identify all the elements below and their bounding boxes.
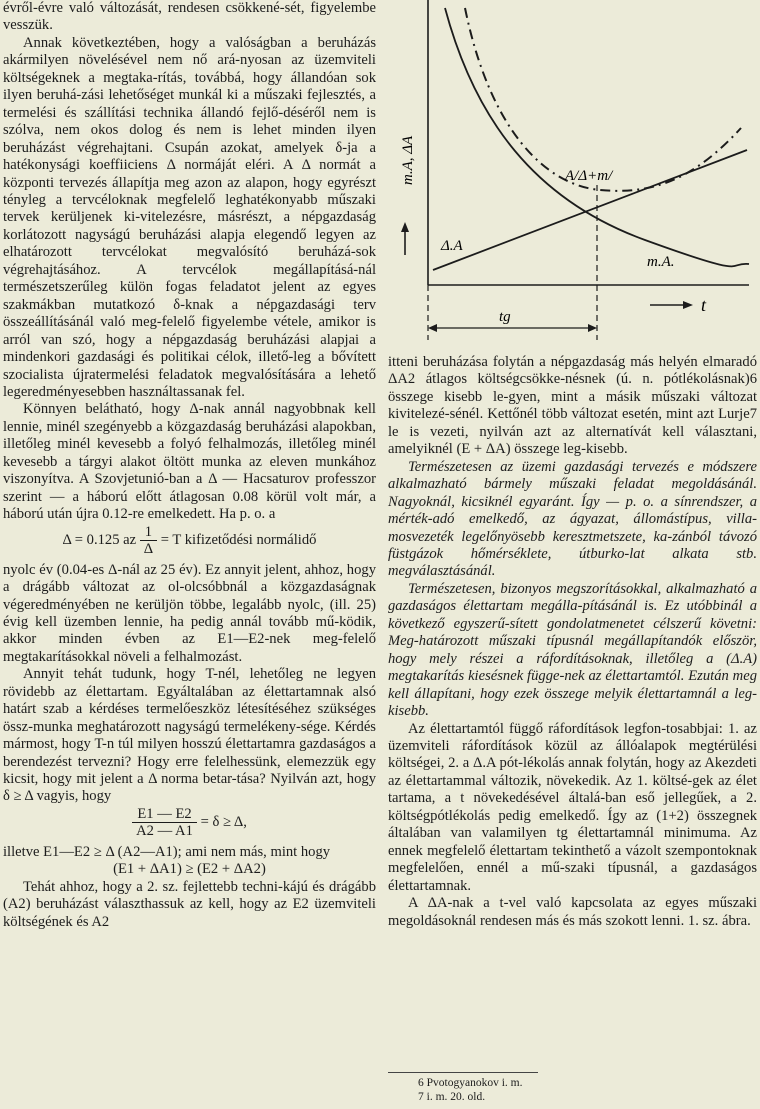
y-axis-label: m.A, ΔA	[400, 135, 416, 185]
formula-delta-T	[3, 524, 376, 562]
left-para-5: Annyit tehát tudunk, hogy T-nél, lehetőleg ne legyen rövidebb az élettartam. Egyáltalában az élettartamnak alsó határt szab a kérdéses termelőeszköz létesítéséhez szükséges össz-munka meghatározott nagyságú termelékeny-sége. Kérdés mármost, hogy T-n túl milyen hosszú élettartamra gazdaságos a berendezést tervezni? Hogy erre felelhessünk, elemezzük egy kicsit, hogy mit jelent a Δ norma betar-tása? Nyilván azt, hogy δ ≥ Δ vagyis, hogy	[3, 666, 376, 805]
formula-delta-T-den: Δ	[143, 540, 154, 557]
figure-1	[395, 0, 755, 340]
formula-delta-ratio-den: A2 — A1	[136, 822, 193, 839]
label-sum-curve: A/Δ+m/	[565, 168, 613, 184]
tg-span-head-left	[428, 324, 437, 332]
right-para-3: Az élettartamtól függő ráfordítások legfon-tosabbjai: 1. az üzemviteli ráfordítások közül az állóalapok megtérülési költségei, 2. a Δ.A pót-lékolás annak folytán, hogy az Akezdeti az élettartammal változik, növekedik. Az 1. költsé-gek az élet tartama, a t növekedésével általá-ban eső jellegűek, a 2. költségpótlékolás pedig emelkedő. Így az (1+2) összegnek általában van valamilyen tg élettartamnál minimuma. Az ennek megfelelő élettartam tekinthető a vázolt szempontoknak megfelelően, ennél a mű-szaki típusnál, a gazdaságos élettartamnak.	[388, 720, 757, 894]
formula-delta-ratio	[3, 806, 376, 844]
right-column	[388, 354, 757, 930]
formula-delta-ratio-after: = δ ≥ Δ,	[200, 813, 247, 830]
label-rising-curve: Δ.A	[441, 238, 463, 254]
footnote-7: 7 i. m. 20. old.	[418, 1091, 486, 1103]
footnote-rule	[388, 1072, 538, 1073]
footnote-6: 6 Pvotogyanokov i. m.	[418, 1077, 523, 1089]
formula-delta-ratio-fraction	[132, 806, 197, 839]
formula-delta-T-num: 1	[140, 524, 157, 541]
figure-1-svg	[395, 0, 755, 340]
left-column	[3, 0, 376, 931]
formula-sum-inequality: (E1 + ΔA1) ≥ (E2 + ΔA2)	[113, 861, 266, 878]
left-para-1: Annak következtében, hogy a valóságban a beruházás akármilyen növelésével nem nő ará-nyosan az üzemviteli költségeknek a megtaka-rítás, továbbá, hogy állandóan sok ilyen beruhá-zási lehetőséget munkál ki a műszaki fejlesztés, a termelési és szállítási technika állandó fejlő-déséről nem is szólva, nem okos dolog és nem is lehet minden ilyen beruházást végrehajtani. Csupán azokat, amelyek δ-ja a hatékonysági koeffiiciens Δ normáját eléri. A Δ normát a központi tervezés állapítja meg azon az alapon, hogy egyrészt tényleg a tervcéloknak megfelelő leghatékonyabb műszaki tervek kerüljenek ki-vitelezésre, másrészt, a népgazdaság korlátozott nagyságú beruházási alapja elegendő legyen az elhatározott tervcélokat megvalósító beruházá-sok végrehajtásához. A tervcélok megállapításá-nál természetszerűleg külön fogas feladatot jelent az egyes szakmákban mutatkozó δ-knak a népgazdasági terv összeállításánál való meg-felelő figyelembe vétele, amikor is arról van szó, hogy a népgazdaság beruházási alapjai a mindenkori gazdasági és politikai célok, illető-leg a bővített szocialista újratermelési feladatok megvalósítására a lehető legeredményesebben használtassanak fel.	[3, 34, 376, 400]
formula-delta-T-fraction	[140, 524, 157, 557]
formula-delta-T-before: Δ = 0.125 az	[62, 531, 137, 548]
y-arrow-head	[401, 222, 409, 232]
formula-delta-T-after: = T kifizetődési normálidő	[160, 531, 317, 548]
left-para-4: nyolc év (0.04-es Δ-nál az 25 év). Ez annyit jelent, ahhoz, hogy a drágább változat az ol-olcsóbbnál a közgazdaságnak végeredményében ne kerüljön többe, legalább nyolc, (ill. 25) évig kell üzemben lennie, ha pedig annál tovább mű-ködik, akkor minden évben az E1—E2-nek meg-felelő megtakarításokkal növeli a felhalmozást.	[3, 561, 376, 665]
x-arrow-head	[683, 301, 693, 309]
right-para-0: itteni beruházása folytán a népgazdaság más helyén elmaradó ΔA2 átlagos költségcsökke-nésnek (ú. n. pótlékolásnak)6 összege kisebb le-gyen, mint a másik műszaki változat kivitelezé-sénél. Kettőnél több változat esetén, mint azt Lurje7 le is vezeti, nyilván azt az alternatívát kell választani, amelyiknél (E + ΔA) összege leg-kisebb.	[388, 354, 757, 458]
x-axis-label: t	[701, 295, 707, 315]
right-para-1: Természetesen az üzemi gazdasági tervezés e módszere alkalmazható bármely műszaki feladat megoldásánál. Nagyoknál, kicsiknél egyaránt. Így — p. o. a sínrendszer, a mérték-adó emelkedő, az ágyazat, állomástípus, villa-mosvezeték legelőnyösebb keresztmetszete, ka-zánból távozó füstgázok hőmérséklete, útburko-lat alkata stb. megválasztásánál.	[388, 458, 757, 580]
left-para-9: Tehát ahhoz, hogy a 2. sz. fejlettebb techni-kájú és drágább (A2) beruházást választhassuk az kell, hogy az E2 üzemviteli költségének és A2	[3, 878, 376, 930]
curve-sum	[465, 8, 741, 191]
label-falling-curve: m.A.	[647, 254, 675, 270]
left-para-2: Könnyen belátható, hogy Δ-nak annál nagyobbnak kell lennie, minél szegényebb a közgazdaság beruházási alapokban, illetőleg minél kevesebb a folyó felhalmozás, illetőleg minél kevesebb a tárgyi alakot öltött munka az eleven munkához viszonyítva. A Szovjetunió-ban a Δ — Hacsaturov professzor szerint — a háború előtt átlagosan 0.08 körül volt már, a háború után újra 0.12-re emelkedett. Ha p. o. a	[3, 401, 376, 523]
left-para-7: illetve E1—E2 ≥ Δ (A2—A1); ami nem más, mint hogy	[3, 843, 331, 860]
right-para-4: A ΔA-nak a t-vel való kapcsolata az egyes műszaki megoldásoknál rendesen más és más szokott lenni. 1. sz. ábra.	[388, 895, 757, 929]
tg-span-head-right	[588, 324, 597, 332]
left-para-0: évről-évre való változását, rendesen csökkené-sét, figyelembe vesszük.	[3, 0, 376, 34]
right-para-2: Természetesen, bizonyos megszorításokkal, alkalmazható a gazdaságos élettartam megálla-pításánál is. Ez utóbbinál a következő egyszerű-sített gondolatmenetet célszerű követni: Meg-határozott műszaki típusnál megállapítandók először, hogy mely részei a ráfordításoknak, illetőleg a (Δ.A) megtakarítás kiesésnek függe-nek az élettartamtól. Ezután meg kell állapítani, hogy ezek összege melyik élettartamnál a leg-kisebb.	[388, 580, 757, 720]
tg-label: tg	[499, 309, 511, 325]
formula-delta-ratio-num: E1 — E2	[132, 806, 197, 823]
